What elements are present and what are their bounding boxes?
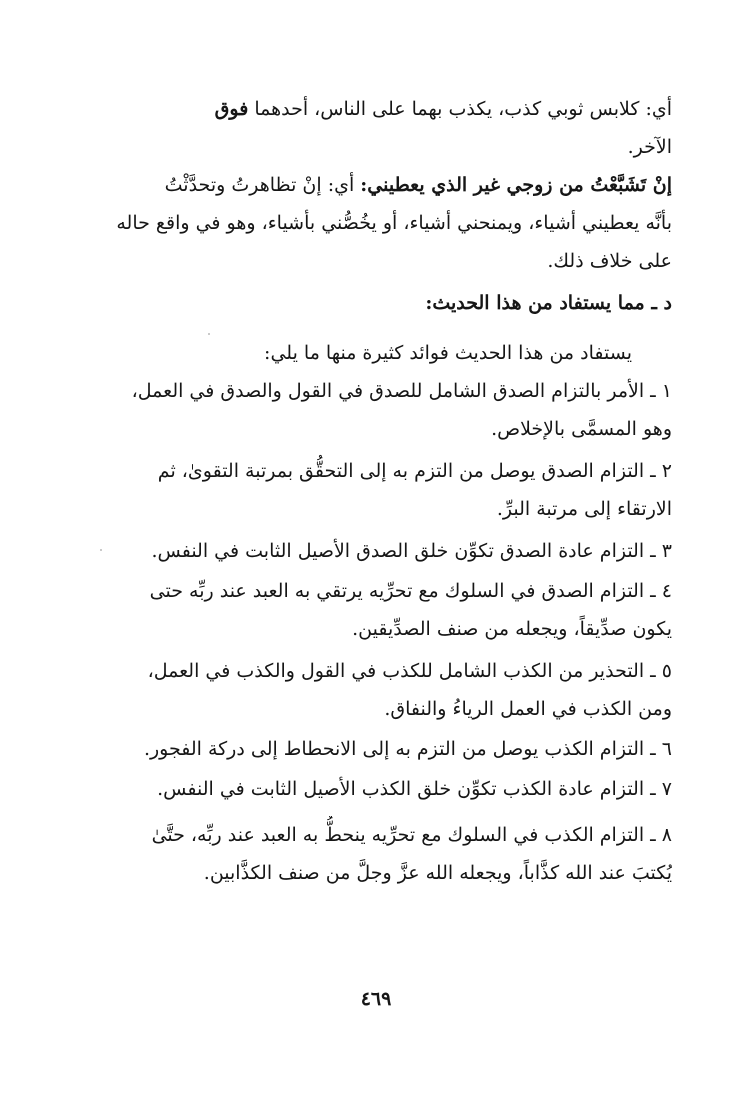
text-line <box>100 452 672 490</box>
text-line <box>100 90 672 128</box>
text-run: يُكتبَ عند الله كذَّاباً، ويجعله الله عزَّ وجلَّ من صنف الكذَّابين. <box>203 862 672 884</box>
text-run: ٧ ـ التزام عادة الكذب تكوِّن خلق الكذب الأصيل الثابت في النفس. <box>157 778 672 800</box>
text-line <box>100 610 672 648</box>
section-heading <box>100 284 672 322</box>
text-run: ١ ـ الأمر بالتزام الصدق الشامل للصدق في القول والصدق في العمل، <box>131 380 672 402</box>
scan-speck <box>208 333 210 335</box>
text-run: أي: كلابس ثوبي كذب، يكذب بهما على الناس، أحدهما <box>248 98 672 120</box>
text-line <box>100 204 672 242</box>
text-run: يستفاد من هذا الحديث فوائد كثيرة منها ما يلي: <box>264 342 632 364</box>
list-item-4 <box>100 572 672 648</box>
text-line <box>100 334 632 372</box>
text-run: ٣ ـ التزام عادة الصدق تكوِّن خلق الصدق الأصيل الثابت في النفس. <box>151 540 672 562</box>
bold-text: فوق <box>214 98 249 120</box>
text-line <box>100 532 672 570</box>
text-line <box>100 770 672 808</box>
text-run: وهو المسمَّى بالإخلاص. <box>491 418 672 440</box>
paragraph-intro <box>100 334 672 372</box>
text-run: أي: إنْ تظاهرتُ وتحدَّثْتُ <box>164 174 361 196</box>
text-run: بأنَّه يعطيني أشياء، ويمنحني أشياء، أو يخُصُّني بأشياء، وهو في واقع حاله <box>116 212 672 234</box>
text-line <box>100 166 672 204</box>
text-line <box>100 372 672 410</box>
text-run: ٢ ـ التزام الصدق يوصل من التزم به إلى التحقُّق بمرتبة التقوىٰ، ثم <box>157 460 672 482</box>
bold-text: د ـ مما يستفاد من هذا الحديث: <box>425 292 672 314</box>
page-number: ٤٦٩ <box>360 988 392 1010</box>
text-line <box>100 490 672 528</box>
text-run: ٨ ـ التزام الكذب في السلوك مع تحرِّيه ينحطُّ به العبد عند ربِّه، حتَّىٰ <box>151 824 672 846</box>
bold-text: إنْ تَشَبَّعْتُ من زوجي غير الذي يعطيني: <box>360 174 672 196</box>
paragraph-1 <box>100 90 672 166</box>
list-item-3 <box>100 532 672 570</box>
text-run: الارتقاء إلى مرتبة البرِّ. <box>496 498 672 520</box>
text-line <box>100 284 672 322</box>
text-line <box>100 652 672 690</box>
list-item-8 <box>100 816 672 892</box>
text-line <box>100 242 672 280</box>
text-run: ٤ ـ التزام الصدق في السلوك مع تحرِّيه يرتقي به العبد عند ربِّه حتى <box>149 580 672 602</box>
text-run: يكون صدِّيقاً، ويجعله من صنف الصدِّيقين. <box>352 618 672 640</box>
scan-speck <box>100 549 102 551</box>
text-line <box>100 854 672 892</box>
text-run: ومن الكذب في العمل الرياءُ والنفاق. <box>384 698 672 720</box>
list-item-6 <box>100 730 672 768</box>
list-item-1 <box>100 372 672 448</box>
text-line <box>100 410 672 448</box>
text-line <box>100 730 672 768</box>
text-line <box>100 128 672 166</box>
text-run: على خلاف ذلك. <box>547 250 672 272</box>
list-item-2 <box>100 452 672 528</box>
text-line <box>100 572 672 610</box>
text-line <box>100 690 672 728</box>
text-run: الآخر. <box>627 136 672 158</box>
list-item-5 <box>100 652 672 728</box>
paragraph-2 <box>100 166 672 280</box>
text-line <box>100 816 672 854</box>
text-run: ٦ ـ التزام الكذب يوصل من التزم به إلى الانحطاط إلى دركة الفجور. <box>143 738 672 760</box>
list-item-7 <box>100 770 672 808</box>
text-run: ٥ ـ التحذير من الكذب الشامل للكذب في القول والكذب في العمل، <box>147 660 672 682</box>
